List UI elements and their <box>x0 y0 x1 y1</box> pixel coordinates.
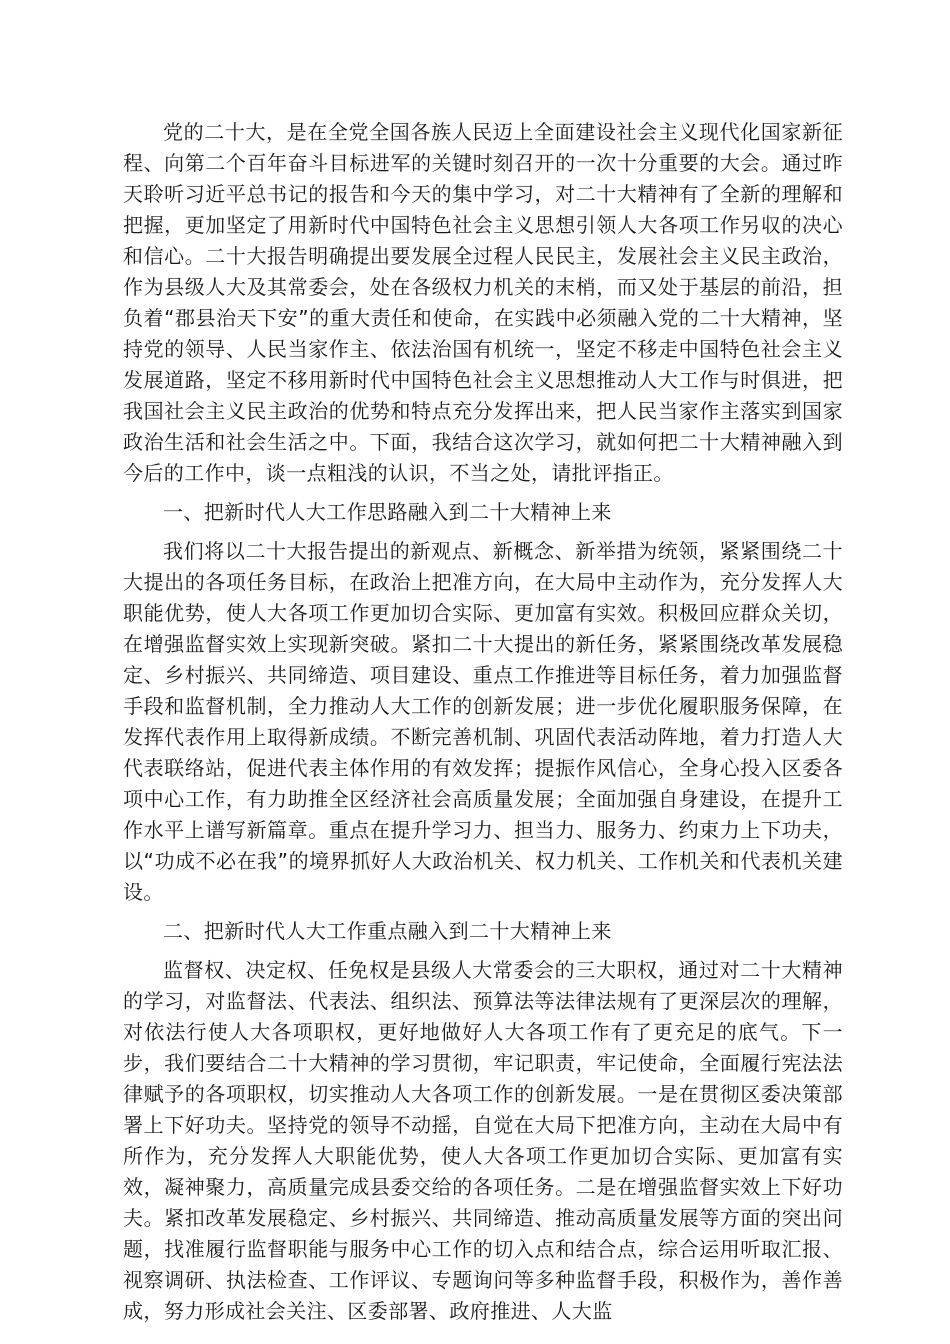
section-heading-2: 二、把新时代人大工作重点融入到二十大精神上来 <box>163 919 612 943</box>
document-body <box>123 117 843 1335</box>
section-heading-1: 一、把新时代人大工作思路融入到二十大精神上来 <box>163 500 612 524</box>
intro-paragraph: 党的二十大，是在全党全国各族人民迈上全面建设社会主义现代化国家新征程、向第二个百年奋斗目标进军的关键时刻召开的一次十分重要的大会。通过昨天聆听习近平总书记的报告和今天的集中学习，对二十大精神有了全新的理解和把握，更加坚定了用新时代中国特色社会主义思想引领人大各项工作另収的决心和信心。二十大报告明确提出要发展全过程人民民主，发展社会主义民主政治，作为县级人大及其常委会，处在各级权力机关的末梢，而又处于基层的前沿，担负着“郡县治天下安”的重大责任和使命，在实践中必须融入党的二十大精神，坚持党的领导、人民当家作主、依法治国有机统一，坚定不移走中国特色社会主义发展道路，坚定不移用新时代中国特色社会主义思想推动人大工作与时俱进，把我国社会主义民主政治的优势和特点充分发挥出来，把人民当家作主落实到国家政治生活和社会生活之中。下面，我结合这次学习，就如何把二十大精神融入到今后的工作中，谈一点粗浅的认识，不当之处，请批评指正。 <box>123 120 843 485</box>
section-1-paragraph: 我们将以二十大报告提出的新观点、新概念、新举措为统领，紧紧围绕二十大提出的各项任务目标，在政治上把准方向，在大局中主动作为，充分发挥人大职能优势，使人大各项工作更加切合实际、更加富有实效。积极回应群众关切，在增强监督实效上实现新突破。紧扣二十大提出的新任务，紧紧围绕改革发展稳定、乡村振兴、共同缔造、项目建设、重点工作推进等目标任务，着力加强监督手段和监督机制，全力推动人大工作的创新发展；进一步优化履职服务保障，在发挥代表作用上取得新成绩。不断完善机制、巩固代表活动阵地，着力打造人大代表联络站，促进代表主体作用的有效发挥；提振作风信心，全身心投入区委各项中心工作，有力助推全区经济社会高质量发展；全面加强自身建设，在提升工作水平上谱写新篇章。重点在提升学习力、担当力、服务力、约束力上下功夫，以“功成不必在我”的境界抓好人大政治机关、权力机关、工作机关和代表机关建设。 <box>123 539 843 904</box>
section-2-paragraph: 监督权、决定权、任免权是县级人大常委会的三大职权，通过对二十大精神的学习，对监督法、代表法、组织法、预算法等法律法规有了更深层次的理解，对依法行使人大各项职权，更好地做好人大各项工作有了更充足的底气。下一步，我们要结合二十大精神的学习贯彻，牢记职责，牢记使命，全面履行宪法法律赋予的各项职权，切实推动人大各项工作的创新发展。一是在贯彻区委决策部署上下好功夫。坚持党的领导不动摇，自觉在大局下把准方向，主动在大局中有所作为，充分发挥人大职能优势，使人大各项工作更加切合实际、更加富有实效，凝神聚力，高质量完成县委交给的各项任务。二是在增强监督实效上下好功夫。紧扣改革发展稳定、乡村振兴、共同缔造、推动高质量发展等方面的突出问题，找准履行监督职能与服务中心工作的切入点和结合点，综合运用听取汇报、视察调研、执法检查、工作评议、专题询问等多种监督手段，积极作为，善作善成，努力形成社会关注、区委部署、政府推进、人大监 <box>123 958 843 1323</box>
